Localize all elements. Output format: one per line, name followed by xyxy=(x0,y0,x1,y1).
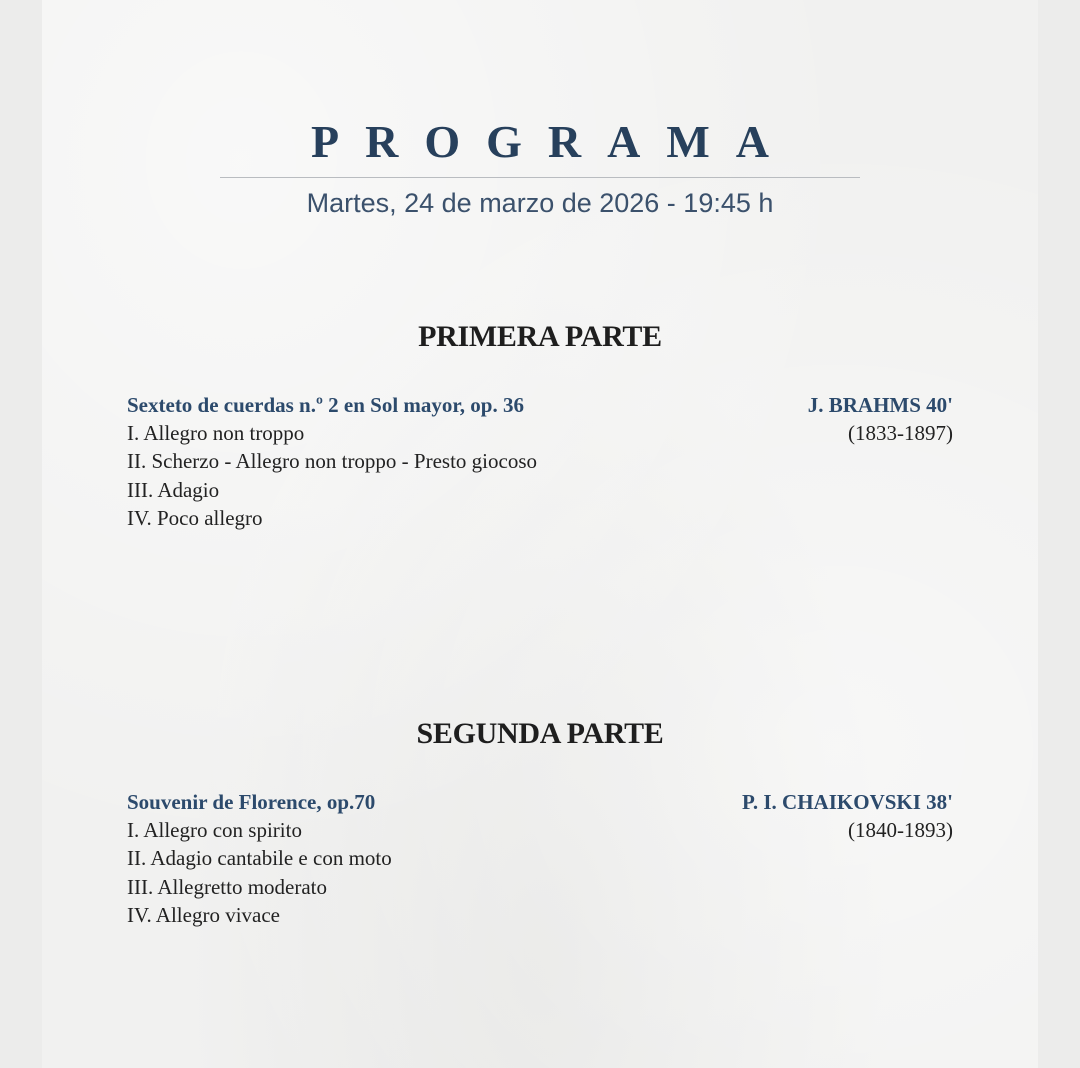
movement-item: III. Allegretto moderato xyxy=(127,874,328,899)
movement-item: IV. Allegro vivace xyxy=(127,902,280,927)
work-title: Sexteto de cuerdas n.º 2 en Sol mayor, op. 36 xyxy=(127,393,524,417)
movement-list xyxy=(127,419,953,532)
movement-item: I. Allegro con spirito xyxy=(127,818,302,842)
movement-item: III. Adagio xyxy=(127,477,220,502)
work-title: Souvenir de Florence, op.70 xyxy=(127,790,376,814)
part-heading-segunda: SEGUNDA PARTE xyxy=(416,717,664,750)
movement-item: IV. Poco allegro xyxy=(127,505,263,530)
composer-years: (1833-1897) xyxy=(848,421,953,445)
movement-item: I. Allegro non troppo xyxy=(127,421,305,445)
composer-name: J. BRAHMS 40' xyxy=(807,393,953,417)
work-block-primera xyxy=(127,391,953,532)
composer-years: (1840-1893) xyxy=(848,818,953,842)
work-block-segunda xyxy=(127,788,953,929)
part-heading-primera: PRIMERA PARTE xyxy=(418,320,662,353)
event-date: Martes, 24 de marzo de 2026 - 19:45 h xyxy=(306,188,774,218)
composer-name: P. I. CHAIKOVSKI 38' xyxy=(741,790,953,814)
title-divider xyxy=(220,177,860,178)
movement-list xyxy=(127,816,953,929)
movement-item: II. Scherzo - Allegro non troppo - Presto giocoso xyxy=(127,449,538,474)
movement-item: II. Adagio cantabile e con moto xyxy=(127,846,392,871)
page-title: PROGRAMA xyxy=(311,116,795,167)
